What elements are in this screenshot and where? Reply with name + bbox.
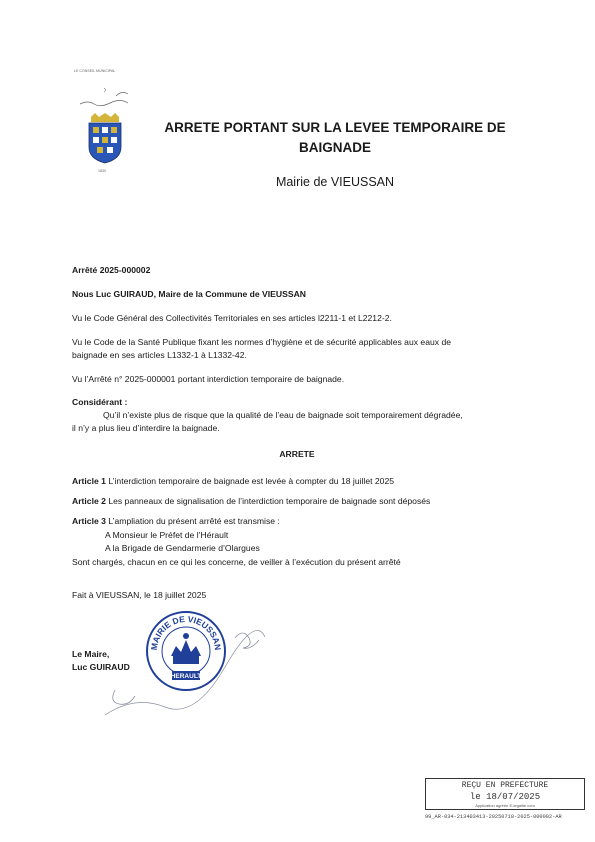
mairie-seal-stamp [145, 610, 227, 692]
arrete-number: Arrêté 2025-000002 [72, 265, 151, 275]
article-3 [72, 516, 280, 526]
signature-name-surname: GUIRAUD [89, 662, 130, 672]
coat-of-arms-icon [85, 113, 125, 165]
considerant-line1: Qu’il n’existe plus de risque que la qualité de l’eau de baignade soit temporairement dégradée, [103, 410, 463, 420]
considerant-label: Considérant : [72, 397, 128, 407]
receipt-date: le 18/07/2025 [469, 792, 541, 802]
acte-identifier: 99_AR-034-213403413-20250718-2025-000002-AR [425, 814, 562, 820]
signature-name-prefix: Luc [72, 662, 90, 672]
receipt-application: Application agréée E-legalite.com [475, 803, 535, 808]
seal-top-text: MAIRIE DE VIEUSSAN [148, 613, 224, 651]
signature-role: Le Maire, [72, 649, 110, 659]
arrete-heading: ARRETE [279, 449, 315, 459]
document-title: ARRETE PORTANT SUR LA LEVEE TEMPORAIRE DE BAIGNADE [164, 120, 506, 155]
recipient-prefet: A Monsieur le Préfet de l’Hérault [105, 530, 229, 540]
letterhead-text: LE CONSEIL MUNICIPAL [74, 69, 116, 73]
vu-csp-line1: Vu le Code de la Santé Publique fixant les normes d’hygiène et de sécurité applicables aux eaux de [72, 337, 452, 347]
article-1-text: L’interdiction temporaire de baignade est levée à compter du 18 juillet 2025 [108, 476, 394, 486]
article-1 [72, 476, 394, 486]
article-2 [72, 496, 430, 506]
seal-bottom-text: HERAULT [170, 673, 202, 680]
letterhead-flourish [76, 86, 136, 108]
vu-csp-line2: baignade en ses articles L1332-1 à L1332-42. [72, 350, 247, 360]
article-2-label: Article 2 [72, 496, 106, 506]
article-3-label: Article 3 [72, 516, 106, 526]
crest-caption: 1830 [98, 169, 106, 173]
fait-line: Fait à VIEUSSAN, le 18 juillet 2025 [72, 590, 207, 600]
considerant-line2: il n’y a plus lieu d’interdire la baignade. [72, 423, 220, 433]
vu-arrete: Vu l’Arrêté n° 2025-000001 portant interdiction temporaire de baignade. [72, 374, 345, 384]
article-2-text: Les panneaux de signalisation de l’interdiction temporaire de baignade sont déposés [108, 496, 431, 506]
receipt-title: REÇU EN PREFECTURE [461, 781, 549, 790]
closing-line: Sont chargés, chacun en ce qui les concerne, de veiller à l’exécution du présent arrêté [72, 557, 401, 567]
recipient-gendarmerie: A la Brigade de Gendarmerie d’Olargues [105, 543, 260, 553]
article-1-label: Article 1 [72, 476, 106, 486]
mairie-name: Mairie de VIEUSSAN [275, 175, 395, 189]
article-3-text: L’ampliation du présent arrêté est transmise : [108, 516, 280, 526]
intro-line: Nous Luc GUIRAUD, Maire de la Commune de VIEUSSAN [72, 289, 306, 299]
vu-cgct: Vu le Code Général des Collectivités Territoriales en ses articles l2211-1 et L2212-2. [72, 313, 392, 323]
